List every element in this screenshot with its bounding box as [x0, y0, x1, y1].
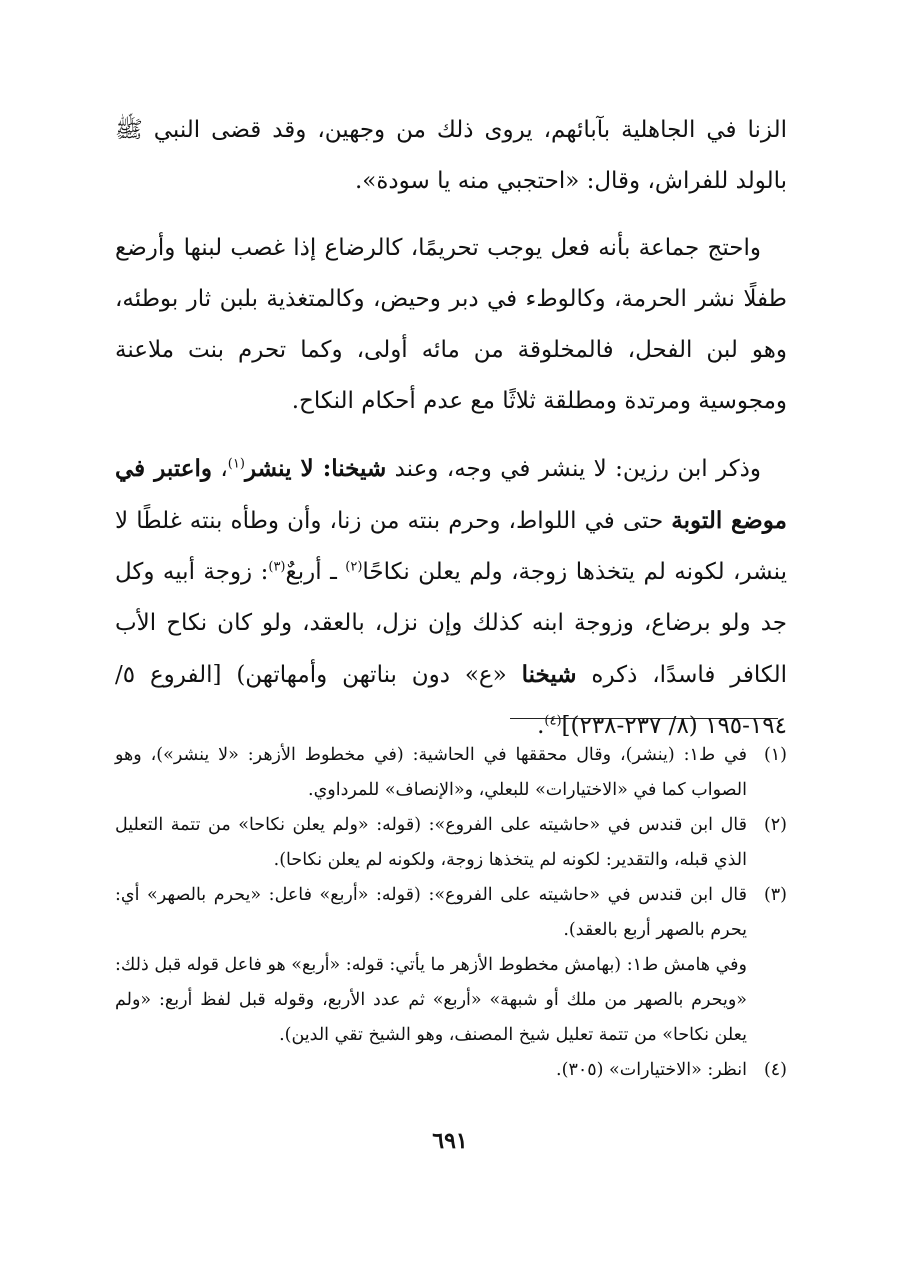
footnote-number: (٣) [763, 885, 787, 905]
footnote-text: قال ابن قندس في «حاشيته على الفروع»: (قوله: «ولم يعلن نكاحا» من تتمة التعليل الذي قبله، والتقدير: لكونه لم يتخذها زوجة، ولكونه لم يعلن نكاحا). [115, 815, 747, 870]
footnote-3 [115, 878, 787, 948]
footnote-2 [115, 808, 787, 878]
paragraph-1: الزنا في الجاهلية بآبائهم، يروى ذلك من وجهين، وقد قضى النبي ﷺ بالولد للفراش، وقال: «احتجبي منه يا سودة». [115, 117, 787, 194]
footnote-text: قال ابن قندس في «حاشيته على الفروع»: (قوله: «أربع» فاعل: «يحرم بالصهر» أي: يحرم بالصهر أربع بالعقد). [115, 885, 747, 940]
footnote-ref-3[interactable]: (٣) [268, 559, 286, 575]
footnote-text: انظر: «الاختيارات» (٣٠٥). [556, 1060, 747, 1080]
paragraph-3-text: وذكر ابن رزين: لا ينشر في وجه، وعند [386, 456, 761, 482]
footnote-number: (٢) [763, 815, 787, 835]
footnote-number: (٤) [763, 1060, 787, 1080]
paragraph-2: واحتج جماعة بأنه فعل يوجب تحريمًا، كالرضاع إذا غصب لبنها وأرضع طفلًا نشر الحرمة، وكالوطء في دبر وحيض، وكالمتغذية بلبن ثار بوطئه، وهو لبن الفحل، فالمخلوقة من مائه أولى، وكما تحرم بنت ملاعنة ومجوسية ومرتدة ومطلقة ثلاثًا مع عدم أحكام النكاح. [115, 235, 787, 414]
paragraph-3-text: «ع» دون بناتهن وأمهاتهن) [الفروع ٥/ ١٩٤-١٩٥ (٨/ ٢٣٧-٢٣٨)] [115, 662, 787, 739]
footnote-4 [115, 1053, 787, 1088]
main-text [115, 105, 787, 768]
footnote-ref-4[interactable]: (٤) [544, 713, 562, 729]
paragraph-3-text: ـ أربعٌ [285, 559, 346, 585]
paragraph-3 [115, 443, 787, 752]
footnote-separator [510, 718, 778, 719]
footnote-1 [115, 738, 787, 808]
footnote-ref-2[interactable]: (٢) [345, 559, 363, 575]
bold-term: شيخنا [331, 455, 387, 482]
footnote-ref-1[interactable]: (١) [227, 456, 245, 472]
paragraph-3-text: ، [212, 456, 228, 482]
bold-term: : لا ينشر [244, 455, 332, 482]
paragraph-3-text: : زوجة أبيه وكل جد ولو برضاع، وزوجة ابنه كذلك وإن نزل، بالعقد، ولو كان نكاح الأب الكافر فاسدًا، ذكره [115, 559, 787, 688]
paragraph-3-text: حتى في اللواط، وحرم بنته من زنا، وأن وطأه بنته غلطًا لا ينشر، لكونه لم يتخذها زوجة، ولم يعلن نكاحًا [115, 508, 787, 585]
bold-term: شيخنا [521, 661, 577, 688]
footnote-number: (١) [763, 745, 787, 765]
page-number: ٦٩١ [432, 1128, 468, 1154]
footnote-text: في ط١: (ينشر)، وقال محققها في الحاشية: (في مخطوط الأزهر: «لا ينشر»)، وهو الصواب كما في «الاختيارات» للبعلي، و«الإنصاف» للمرداوي. [115, 745, 747, 800]
footnote-3-continuation: وفي هامش ط١: (بهامش مخطوط الأزهر ما يأتي: قوله: «أربع» هو فاعل قوله قبل ذلك: «ويحرم بالصهر من ملك أو شبهة» «أربع» ثم عدد الأربع، وقوله قبل لفظ أربع: «ولم يعلن نكاحا» من تتمة تعليل شيخ المصنف، وهو الشيخ تقي الدين). [115, 955, 747, 1045]
paragraph-3-text: . [537, 713, 545, 739]
footnotes [115, 738, 787, 1088]
bold-term: واعتبر في موضع التوبة [115, 455, 787, 534]
